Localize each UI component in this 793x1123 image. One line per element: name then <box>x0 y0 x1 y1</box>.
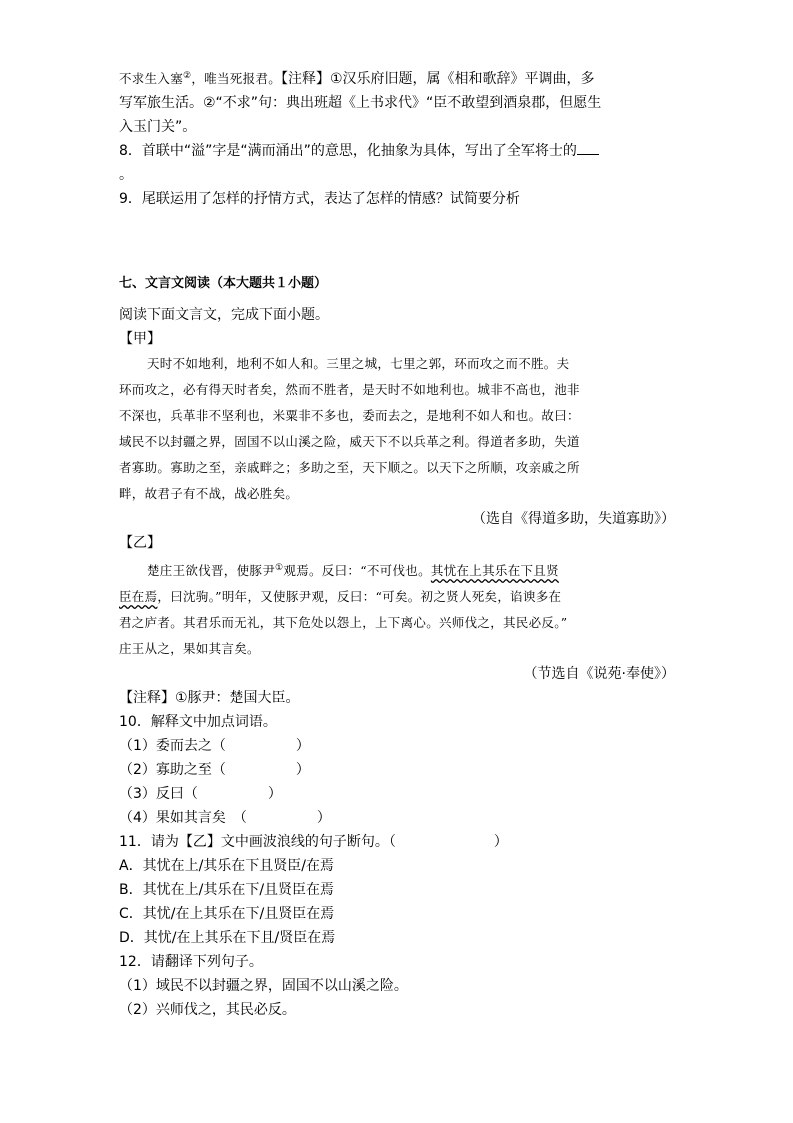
question-12-item: （2）兴师伐之，其民必反。 <box>119 1002 296 1019</box>
question-12-item: （1）域民不以封疆之界，固国不以山溪之险。 <box>119 978 408 995</box>
passage-yi-line: 庄王从之，果如其言矣。 <box>119 641 260 657</box>
question-11-option-d[interactable]: D．其忧/在上其乐在下且/贤臣在焉 <box>119 930 336 947</box>
question-11-option-a[interactable]: A．其忧在上/其乐在下且贤臣/在焉 <box>119 858 335 875</box>
question-9: 9．尾联运用了怎样的抒情方式，表达了怎样的情感？试简要分析 <box>119 191 520 208</box>
question-8 <box>119 139 679 163</box>
passage-yi-line: 君之庐者。其君乐而无礼，其下危处以怨上，上下离心。兴师伐之，其民必反。” <box>119 615 568 631</box>
wavy-underlined-sentence: 臣在焉 <box>119 589 158 605</box>
passage-yi-line <box>119 584 679 610</box>
question-10-item: （4）果如其言矣 （ ） <box>119 810 331 827</box>
poem-note-start: 【注释】①汉乐府旧题，属《相和歌辞》平调曲，多 <box>281 71 595 88</box>
footnote-mark: ② <box>183 71 192 81</box>
question-10-item: （2）寡助之至（ ） <box>119 762 310 779</box>
question-12: 12．请翻译下列句子。 <box>119 954 263 971</box>
question-8-tail: 。 <box>119 167 133 184</box>
section-title: 七、文言文阅读（本大题共１小题） <box>119 276 328 292</box>
section-intro: 阅读下面文言文，完成下面小题。 <box>119 307 329 324</box>
passage-jia-source: （选自《得道多助，失道寡助》） <box>472 511 675 528</box>
question-11-option-c[interactable]: C．其忧/在上其乐在下/且贤臣在焉 <box>119 906 335 923</box>
passage-yi-text: ，曰沈驹。”明年，又使豚尹观，反曰：“可矣。初之贤人死矣，谄谀多在 <box>157 589 562 605</box>
passage-jia-label: 【甲】 <box>119 331 161 348</box>
question-10-item: （3）反曰（ ） <box>119 786 282 803</box>
passage-yi-label: 【乙】 <box>119 535 161 552</box>
passage-yi <box>119 555 679 662</box>
question-10-item: （1）委而去之（ ） <box>119 738 310 755</box>
passage-yi-note: 【注释】①豚尹：楚国大臣。 <box>119 690 300 707</box>
passage-jia-line: 域民不以封疆之界，固国不以山溪之险，威天下不以兵革之利。得道者多助，失道 <box>119 434 580 450</box>
passage-jia-line: 天时不如地利，地利不如人和。三里之城，七里之郭，环而攻之而不胜。夫 <box>147 356 570 372</box>
poem-text-a: 不求生入塞 <box>119 71 184 87</box>
poem-last-line <box>119 71 281 86</box>
question-11: 11．请为【乙】文中画波浪线的句子断句。（ ） <box>119 834 508 851</box>
passage-jia-line: 不深也，兵革非不坚利也，米粟非不多也，委而去之，是地利不如人和也。故曰： <box>119 408 580 424</box>
passage-yi-source: （节选自《说苑·奉使》） <box>523 666 675 683</box>
document-content <box>119 64 679 1022</box>
passage-jia-line: 环而攻之，必有得天时者矣，然而不胜者，是天时不如地利也。城非不高也，池非 <box>119 382 580 398</box>
passage-yi-text: 楚庄王欲伐晋，使豚尹 <box>147 563 276 579</box>
passage-yi-text: 观焉。反曰：“不可伐也。 <box>283 563 431 579</box>
answer-blank[interactable] <box>577 140 599 155</box>
footnote-mark: ① <box>275 563 284 574</box>
passage-jia-line: 者寡助。寡助之至，亲戚畔之；多助之至，天下顺之。以天下之所顺，攻亲戚之所 <box>119 460 580 476</box>
passage-jia <box>119 351 679 507</box>
poem-note-line-2: 写军旅生活。②“不求”句：典出班超《上书求代》“臣不敢望到酒泉郡，但愿生 <box>119 95 602 112</box>
passage-yi-line <box>119 555 679 584</box>
question-11-option-b[interactable]: B．其忧在上/其乐在下/且贤臣在焉 <box>119 882 335 899</box>
poem-note-line-3: 入玉门关”。 <box>119 119 197 136</box>
wavy-underlined-sentence: 其忧在上其乐在下且贤 <box>430 563 559 579</box>
poem-tail-line-1 <box>119 64 679 91</box>
passage-jia-line: 畔，故君子有不战，战必胜矣。 <box>119 486 299 502</box>
poem-text-b: ，唯当死报君。 <box>191 71 281 87</box>
question-8-text: 8．首联中“溢”字是“满而涌出”的意思，化抽象为具体，写出了全军将士的 <box>119 143 577 160</box>
question-10: 10．解释文中加点词语。 <box>119 714 277 731</box>
